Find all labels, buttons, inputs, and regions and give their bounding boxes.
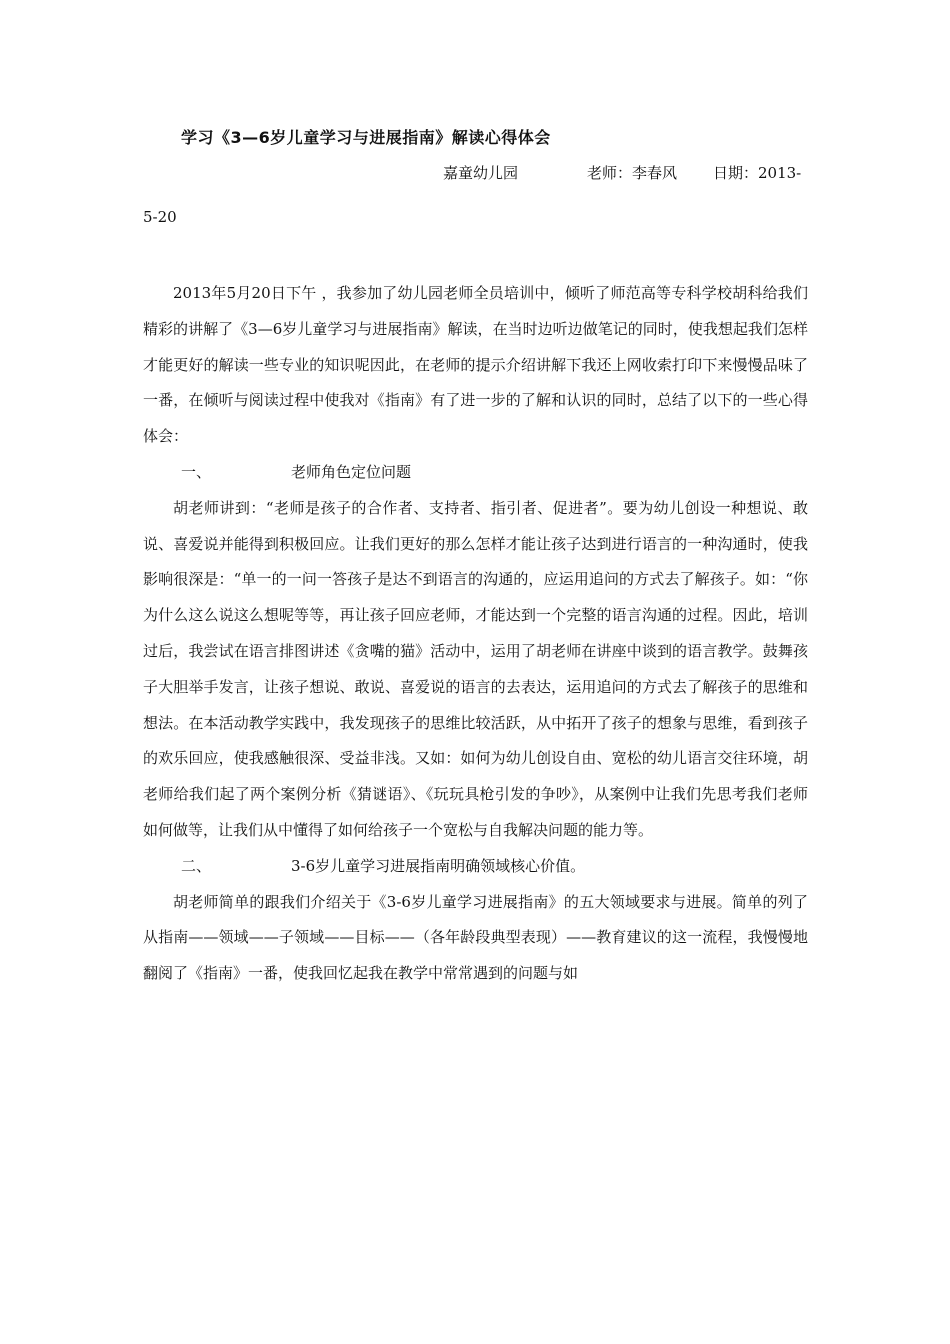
section-number-1: 一、 <box>181 462 212 481</box>
meta-school: 嘉童幼儿园 <box>443 164 519 182</box>
section-number-2: 二、 <box>181 856 212 875</box>
paragraph-section-1: 胡老师讲到：“老师是孩子的合作者、支持者、指引者、促进者”。要为幼儿创设一种想说、敢说、喜爱说并能得到积极回应。让我们更好的那么怎样才能让孩子达到进行语言的一种沟通时，使我影响很深是：“单一的一问一答孩子是达不到语言的沟通的，应运用追问的方式去了解孩子。如：“你为什么这么说这么想呢等等，再让孩子回应老师，才能达到一个完整的语言沟通的过程。因此，培训过后，我尝试在语言排图讲述《贪嘴的猫》活动中，运用了胡老师在讲座中谈到的语言教学。鼓舞孩子大胆举手发言，让孩子想说、敢说、喜爱说的语言的去表达，运用追问的方式去了解孩子的思维和想法。在本活动教学实践中，我发现孩子的思维比较活跃，从中拓开了孩子的想象与思维，看到孩子的欢乐回应，使我感触很深、受益非浅。又如：如何为幼儿创设自由、宽松的幼儿语言交往环境，胡老师给我们起了两个案例分析《猜谜语》、《玩玩具枪引发的争吵》，从案例中让我们先思考我们老师如何做等，让我们从中懂得了如何给孩子一个宽松与自我解决问题的能力等。 <box>143 498 808 839</box>
paragraph-intro: 2013年5月20日下午 ，我参加了幼儿园老师全员培训中，倾听了师范高等专科学校胡科给我们精彩的讲解了《3—6岁儿童学习与进展指南》解读，在当时边听边做笔记的同时，使我想起我们怎样才能更好的解读一些专业的知识呢因此，在老师的提示介绍讲解下我还上网收索打印下来慢慢品味了一番，在倾听与阅读过程中使我对《指南》有了进一步的了解和认识的同时，总结了以下的一些心得体会： <box>143 284 808 446</box>
section-heading-1 <box>143 455 808 491</box>
section-title-2: 3-6岁儿童学习进展指南明确领域核心价值。 <box>291 856 586 875</box>
meta-teacher: 老师：李春风 <box>587 164 678 182</box>
meta-date-continuation: 5-20 <box>143 208 177 226</box>
document-body <box>143 276 808 992</box>
section-heading-2 <box>143 849 808 885</box>
paragraph-section-2: 胡老师简单的跟我们介绍关于《3-6岁儿童学习进展指南》的五大领域要求与进展。简单的列了从指南——领域——子领域——目标——（各年龄段典型表现）——教育建议的这一流程，我慢慢地翻阅了《指南》一番，使我回忆起我在教学中常常遇到的问题与如 <box>143 892 808 983</box>
section-title-1: 老师角色定位问题 <box>291 462 412 481</box>
document-title: 学习《3—6岁儿童学习与进展指南》解读心得体会 <box>181 128 551 147</box>
meta-date: 日期：2013- <box>713 164 802 182</box>
